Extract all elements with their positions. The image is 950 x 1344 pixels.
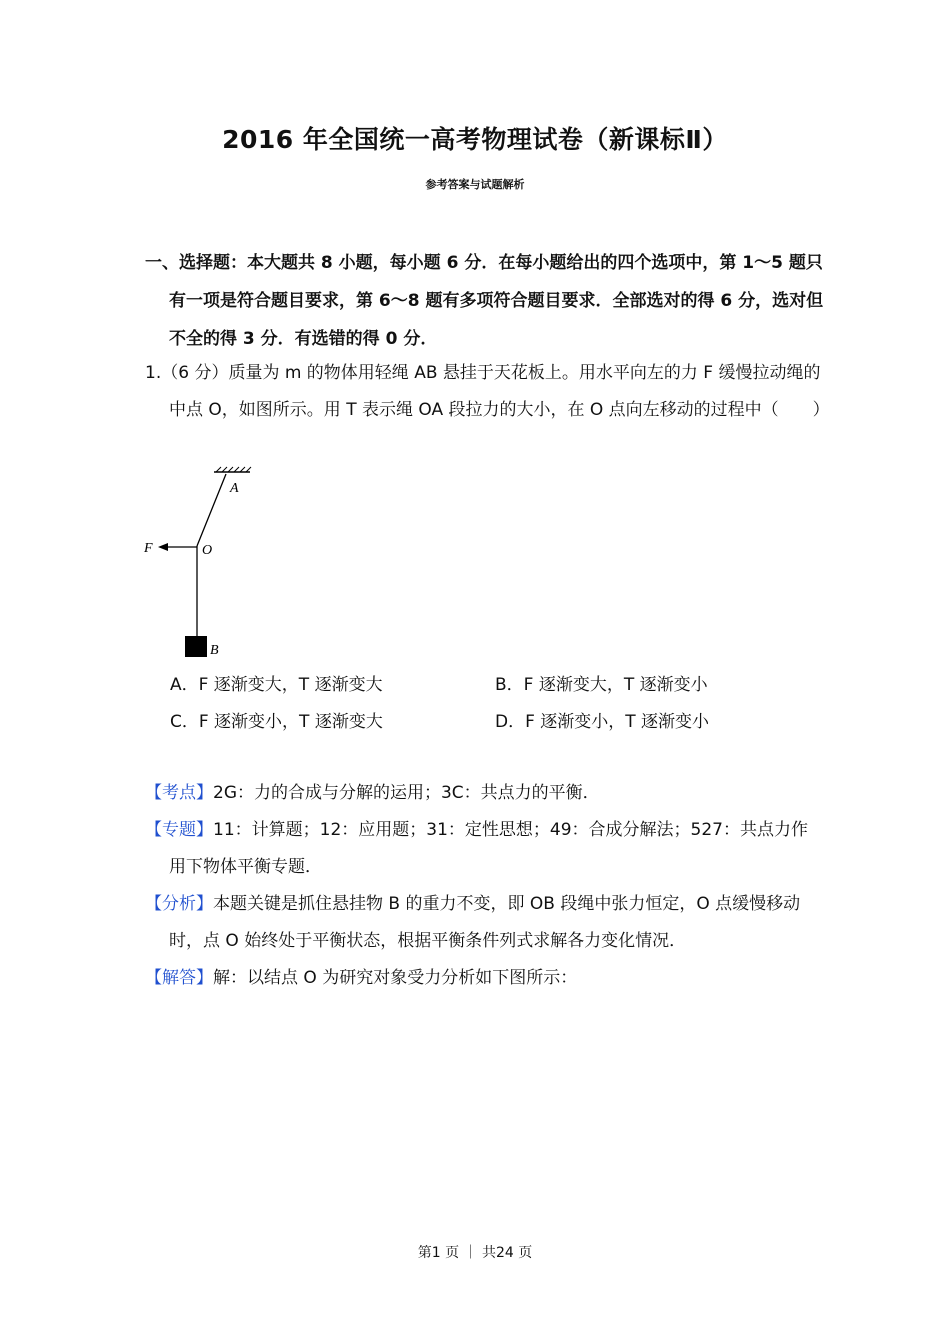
choice-c: C．F 逐渐变小，T 逐渐变大 xyxy=(170,712,383,732)
fenxi-tag: 【分析】 xyxy=(145,894,213,914)
jieda-text: 解：以结点 O 为研究对象受力分析如下图所示： xyxy=(213,968,578,988)
analysis-block xyxy=(145,775,810,997)
choice-a: A．F 逐渐变大，T 逐渐变大 xyxy=(170,675,383,695)
jieda-tag: 【解答】 xyxy=(145,968,213,988)
page-footer: 第1 页 ｜ 共24 页 xyxy=(417,1245,533,1261)
page-subtitle: 参考答案与试题解析 xyxy=(425,178,525,191)
rope-oa xyxy=(197,474,226,546)
label-a: A xyxy=(230,481,239,496)
zhuanti-tag: 【专题】 xyxy=(145,820,213,840)
zhuanti-item xyxy=(145,812,810,886)
kaodian-item xyxy=(145,775,810,812)
fenxi-item xyxy=(145,886,810,960)
rope-diagram xyxy=(140,462,260,662)
label-o: O xyxy=(202,543,213,558)
label-f: F xyxy=(144,541,153,556)
fenxi-text: 本题关键是抓住悬挂物 B 的重力不变，即 OB 段绳中张力恒定，O 点缓慢移动时，点 O 始终处于平衡状态，根据平衡条件列式求解各力变化情况． xyxy=(169,894,801,951)
question-text: 1.（6 分）质量为 m 的物体用轻绳 AB 悬挂于天花板上。用水平向左的力 F 缓慢拉动绳的中点 O，如图所示。用 T 表示绳 OA 段拉力的大小，在 O 点向左移动的过程中（ ） xyxy=(145,363,830,420)
zhuanti-text: 11：计算题；12：应用题；31：定性思想；49：合成分解法；527：共点力作用下物体平衡专题． xyxy=(169,820,808,877)
kaodian-tag: 【考点】 xyxy=(145,783,213,803)
choice-b: B．F 逐渐变大，T 逐渐变小 xyxy=(495,675,708,695)
section-heading: 一、选择题：本大题共 8 小题，每小题 6 分．在每小题给出的四个选项中，第 1～5 题只有一项是符合题目要求，第 6～8 题有多项符合题目要求．全部选对的得 6 分，选对但不全的得 3 分．有选错的得 0 分． xyxy=(145,253,824,349)
choice-d: D．F 逐渐变小，T 逐渐变小 xyxy=(495,712,710,732)
force-arrowhead xyxy=(158,543,168,551)
block-b xyxy=(185,636,207,657)
kaodian-text: 2G：力的合成与分解的运用；3C：共点力的平衡． xyxy=(213,783,600,803)
label-b: B xyxy=(210,643,219,658)
jieda-item xyxy=(145,960,810,997)
page-title: 2016 年全国统一高考物理试卷（新课标Ⅱ） xyxy=(222,125,728,154)
